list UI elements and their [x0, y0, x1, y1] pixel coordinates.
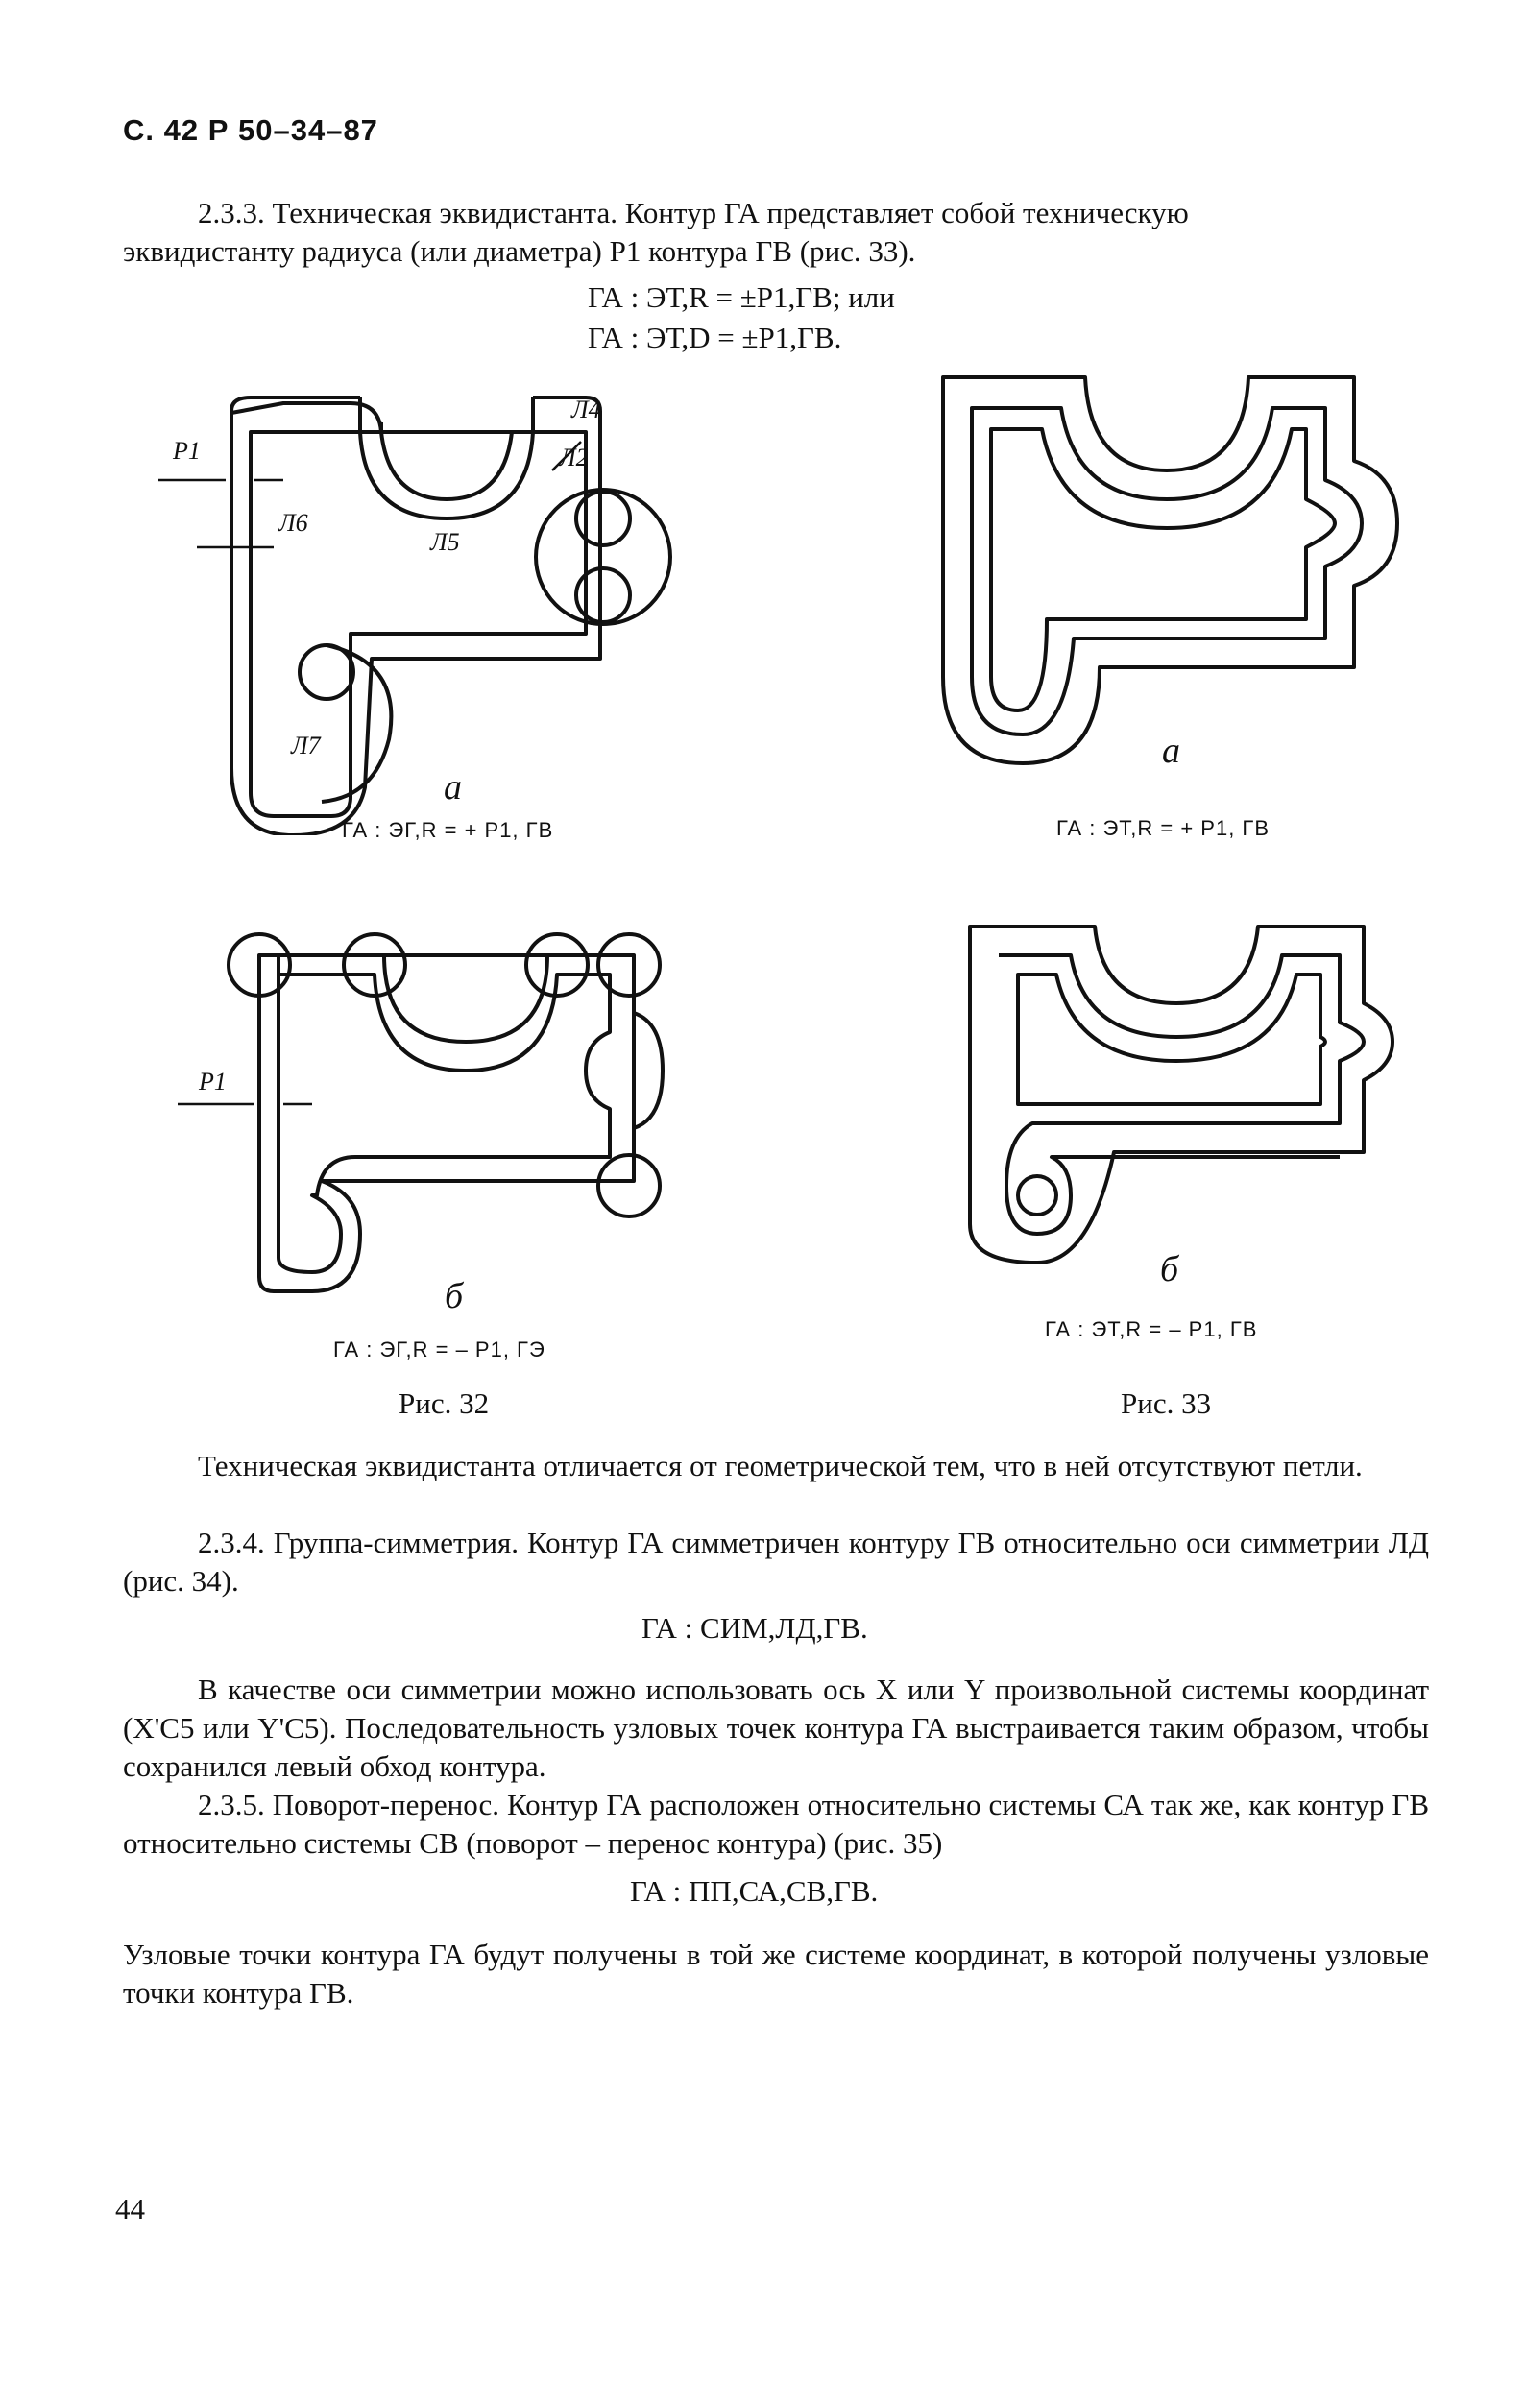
figure-32b-drawing: [178, 917, 715, 1320]
para-symmetry-axis: В качестве оси симметрии можно использовать ось X или Y произвольной системы координат (Х'С5 или Y'С5). Последовательность узловых точек контура ГА выстраивается таким образом, чтобы сохранился левый обход контура.: [123, 1673, 1429, 1783]
label-p1-32b: Р1: [199, 1068, 227, 1096]
label-l5: Л5: [430, 528, 460, 556]
page-number: 44: [115, 2192, 145, 2226]
loop-arc-large: [536, 490, 670, 624]
fig33-caption-b: ГА : ЭТ,R = – Р1, ГВ: [1045, 1317, 1258, 1341]
contour-bump-32b: [634, 1013, 663, 1128]
contour-middle-33b: [999, 955, 1364, 1234]
contour-arc-32b: [384, 955, 547, 1042]
label-l6: Л6: [278, 509, 308, 537]
label-l7: Л7: [291, 732, 321, 759]
contour-outline-32b: [259, 955, 634, 1291]
formula-et-r: ГА : ЭТ,R = ±Р1,ГВ; или: [588, 280, 895, 314]
label-p1-32a: Р1: [173, 437, 201, 465]
label-l2: Л2: [559, 444, 589, 471]
fig32-caption-a: ГА : ЭГ,R = + Р1, ГВ: [342, 818, 554, 842]
section-2-3-3-line2: эквидистанту радиуса (или диаметра) Р1 контура ГВ (рис. 33).: [123, 234, 916, 268]
section-2-3-3-line1: 2.3.3. Техническая эквидистанта. Контур ГА представляет собой техническую: [198, 196, 1189, 229]
section-2-3-4: 2.3.4. Группа-симметрия. Контур ГА симметричен контуру ГВ относительно оси симметрии ЛД (рис. 34).: [123, 1526, 1429, 1598]
contour-middle-33a: [972, 408, 1362, 734]
contour-outline-33b: [970, 927, 1392, 1263]
fig33-letter-b: б: [1160, 1249, 1179, 1289]
contour-inner-32b: [278, 955, 610, 1272]
loop-circle-33b: [1018, 1176, 1056, 1215]
page-header: С. 42 Р 50–34–87: [123, 113, 378, 147]
fig32-letter-a: а: [444, 767, 462, 807]
contour-arc-inner: [381, 432, 512, 499]
loop-circle-l7-small: [300, 645, 353, 699]
para-node-points: Узловые точки контура ГА будут получены в той же системе координат, в которой получены узловые точки контура ГВ.: [123, 1938, 1429, 2010]
fig33-caption-a: ГА : ЭТ,R = + Р1, ГВ: [1056, 816, 1271, 840]
para-tech-difference: Техническая эквидистанта отличается от геометрической тем, что в ней отсутствуют петли.: [198, 1449, 1363, 1482]
contour-outline-right: [231, 397, 600, 835]
loop-circle-tr: [598, 934, 660, 996]
figure-32a-drawing: [158, 384, 725, 835]
formula-et-d: ГА : ЭТ,D = ±Р1,ГВ.: [588, 321, 842, 354]
fig32-letter-b: б: [445, 1276, 464, 1316]
fig32-title: Рис. 32: [399, 1386, 490, 1420]
formula-pp: ГА : ПП,СА,СВ,ГВ.: [630, 1874, 879, 1908]
loop-circle-br: [598, 1155, 660, 1216]
contour-inner-33b: [1018, 975, 1325, 1104]
section-2-3-5: 2.3.5. Поворот-перенос. Контур ГА расположен относительно системы СА так же, как контур ГВ относительно системы СВ (поворот – перенос контура) (рис. 35): [123, 1788, 1429, 1860]
formula-sim: ГА : СИМ,ЛД,ГВ.: [641, 1611, 868, 1645]
label-l4: Л4: [571, 396, 601, 423]
fig33-title: Рис. 33: [1121, 1386, 1212, 1420]
figure-33b-drawing: [960, 907, 1402, 1291]
fig33-letter-a: а: [1162, 731, 1180, 771]
contour-outline-33a: [943, 377, 1397, 763]
loop-arc-l7: [322, 645, 391, 802]
fig32-caption-b: ГА : ЭГ,R = – Р1, ГЭ: [333, 1337, 545, 1361]
